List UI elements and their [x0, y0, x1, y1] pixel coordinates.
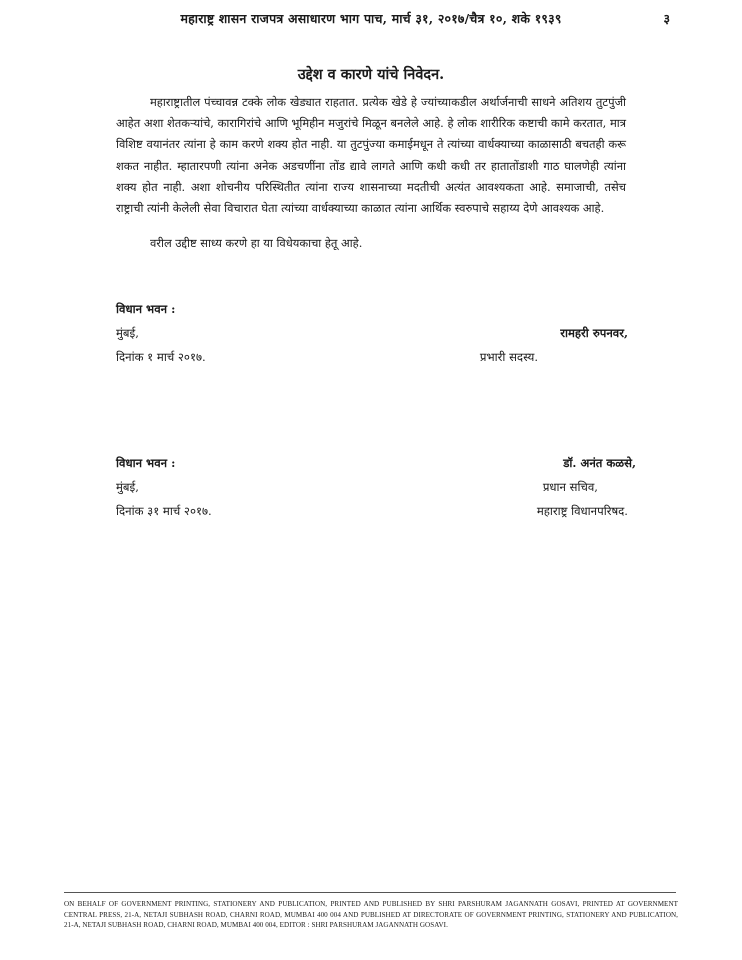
publisher-footer: ON BEHALF OF GOVERNMENT PRINTING, STATIONERY AND PUBLICATION, PRINTED AND PUBLISHED BY SHRI PARSHURAM JAGANNATH GOSAVI, PRINTED AT GOVERNMENT CENTRAL PRESS, 21-A, NETAJI SUBHASH ROAD, CHARNI ROAD, MUMBAI 400 004 AND PUBLISHED AT DIRECTORATE OF GOVERNMENT PRINTING, STATIONERY AND PUBLICATION, 21-A, NETAJI SUBHASH ROAD, CHARNI ROAD, MUMBAI 400 004, EDITOR : SHRI PARSHURAM JAGANNATH GOSAVI.: [64, 900, 678, 930]
signatory-name: रामहरी रुपनवर,: [560, 326, 628, 340]
date: दिनांक १ मार्च २०१७.: [116, 350, 206, 364]
city: मुंबई,: [116, 326, 139, 340]
footer-divider: [64, 892, 676, 893]
body-paragraph: महाराष्ट्रातील पंच्चावन्न टक्के लोक खेड्यात राहतात. प्रत्येक खेडे हे ज्यांच्याकडील अर्थार्जनाची साधने अतिशय तुटपुंजी आहेत अशा शेतकऱ्यांचे, कारागिरांचे आणि भूमिहीन मजुरांचे मिळून बनलेले आहे. हे लोक शारीरिक कष्टाची कामे करतात, मात्र विशिष्ट वयानंतर त्यांना हे काम करणे शक्य होत नाही. या तुटपुंज्या कमाईमधून ते त्यांच्या वार्धक्याच्या काळासाठी बचतही करू शकत नाहीत. म्हातारपणी त्यांना अनेक अडचणींना तोंड द्यावे लागते आणि कधी कधी तर हातातोंडाशी गाठ घालणेही त्यांना शक्य होत नाही. अशा शोचनीय परिस्थितीत त्यांना राज्य शासनाच्या मदतीची अत्यंत आवश्यकता आहे. समाजाची, तसेच राष्ट्राची त्यांनी केलेली सेवा विचारात घेता त्यांच्या वार्धक्याच्या काळात त्यांना आर्थिक स्वरुपाचे सहाय्य देणे आवश्यक आहे.: [116, 95, 626, 216]
signatory-designation: प्रभारी सदस्य.: [479, 350, 538, 364]
signatory-designation: महाराष्ट्र विधानपरिषद.: [536, 504, 628, 518]
statement-heading: उद्देश व कारणे यांचे निवेदन.: [297, 66, 445, 83]
statement-body: [116, 92, 626, 254]
signatory-name: डॉ. अनंत कळसे,: [563, 456, 636, 470]
page-header: [0, 10, 742, 32]
body-paragraph: वरील उद्दीष्ट साध्य करणे हा या विधेयकाचा हेतू आहे.: [150, 236, 363, 251]
place-label: विधान भवन :: [116, 302, 176, 316]
signature-block-secretary: [116, 456, 636, 528]
signature-block-member: [116, 302, 626, 374]
place-label: विधान भवन :: [116, 456, 176, 470]
city: मुंबई,: [116, 480, 139, 494]
page-number: ३: [663, 11, 670, 26]
date: दिनांक ३१ मार्च २०१७.: [116, 504, 212, 518]
signatory-designation: प्रधान सचिव,: [542, 480, 598, 494]
gazette-header-title: महाराष्ट्र शासन राजपत्र असाधारण भाग पाच, मार्च ३१, २०१७/चैत्र १०, शके १९३९: [180, 11, 562, 26]
